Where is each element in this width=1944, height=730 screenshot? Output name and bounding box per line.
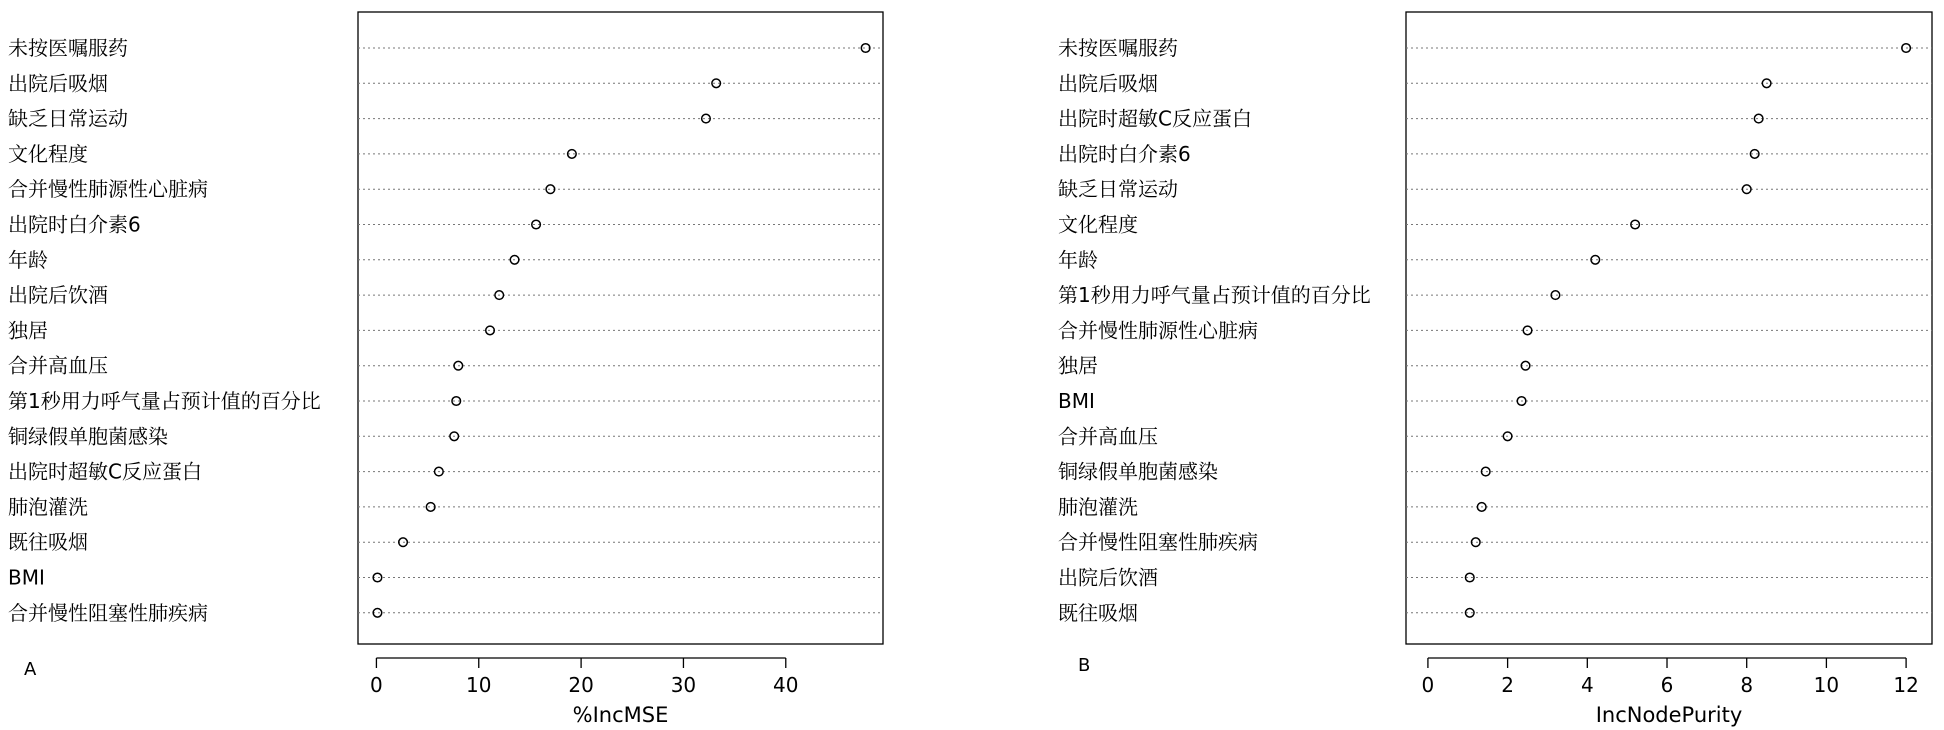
- category-label: 文化程度: [1058, 212, 1138, 237]
- category-label: 铜绿假单胞菌感染: [8, 424, 168, 449]
- category-label: 既往吸烟: [1058, 600, 1138, 625]
- x-tick-label: 2: [1501, 673, 1514, 697]
- category-label: 出院时白介素6: [8, 212, 141, 237]
- panel-label: B: [1078, 655, 1091, 676]
- category-label: 合并高血压: [1058, 424, 1158, 449]
- category-label: 独居: [1058, 353, 1098, 378]
- category-label: 合并慢性肺源性心脏病: [1058, 318, 1258, 343]
- category-label: 年龄: [1058, 247, 1098, 272]
- category-label: 未按医嘱服药: [8, 36, 128, 60]
- category-label: 出院后饮酒: [8, 283, 108, 308]
- category-label: 出院后吸烟: [8, 71, 108, 96]
- category-label: 合并慢性肺源性心脏病: [8, 177, 208, 202]
- x-tick-label: 6: [1660, 673, 1674, 697]
- x-tick-label: 40: [773, 673, 799, 697]
- x-tick-label: 10: [1813, 673, 1840, 697]
- x-tick-label: 0: [1421, 673, 1435, 697]
- category-label: 年龄: [8, 247, 48, 272]
- x-tick-label: 10: [466, 673, 492, 697]
- category-label: 肺泡灌洗: [8, 494, 88, 519]
- category-label: 合并慢性阻塞性肺疾病: [8, 600, 208, 625]
- x-axis-label: IncNodePurity: [1595, 703, 1743, 727]
- x-tick-label: 30: [670, 673, 697, 697]
- category-label: 第1秒用力呼气量占预计值的百分比: [8, 389, 321, 413]
- panel-b-incnodepurity: [1058, 12, 1932, 727]
- category-label: 缺乏日常运动: [8, 106, 128, 131]
- plot-frame: [358, 12, 883, 644]
- panel-label: A: [24, 659, 37, 680]
- x-tick-label: 20: [568, 673, 594, 697]
- category-label: 合并高血压: [8, 353, 108, 378]
- category-label: 出院时超敏C反应蛋白: [8, 459, 202, 484]
- category-label: 文化程度: [8, 141, 88, 166]
- x-tick-label: 8: [1740, 673, 1754, 697]
- panel-a-incmse: [8, 12, 883, 727]
- category-label: 肺泡灌洗: [1058, 494, 1138, 519]
- category-label: 出院时超敏C反应蛋白: [1058, 106, 1252, 131]
- category-label: 合并慢性阻塞性肺疾病: [1058, 530, 1258, 555]
- category-label: BMI: [1058, 389, 1095, 413]
- x-axis-label: %IncMSE: [572, 703, 669, 727]
- category-label: 出院后饮酒: [1058, 565, 1158, 590]
- category-label: 出院时白介素6: [1058, 141, 1191, 166]
- category-label: 既往吸烟: [8, 530, 88, 555]
- category-label: 未按医嘱服药: [1058, 36, 1178, 60]
- category-label: 出院后吸烟: [1058, 71, 1158, 96]
- x-tick-label: 4: [1580, 673, 1594, 697]
- category-label: 第1秒用力呼气量占预计值的百分比: [1058, 283, 1371, 308]
- category-label: BMI: [8, 565, 45, 590]
- x-tick-label: 0: [370, 673, 383, 697]
- category-label: 独居: [8, 318, 48, 343]
- x-tick-label: 12: [1893, 673, 1919, 697]
- plot-frame: [1406, 12, 1932, 644]
- category-label: 铜绿假单胞菌感染: [1058, 459, 1218, 484]
- category-label: 缺乏日常运动: [1058, 177, 1178, 202]
